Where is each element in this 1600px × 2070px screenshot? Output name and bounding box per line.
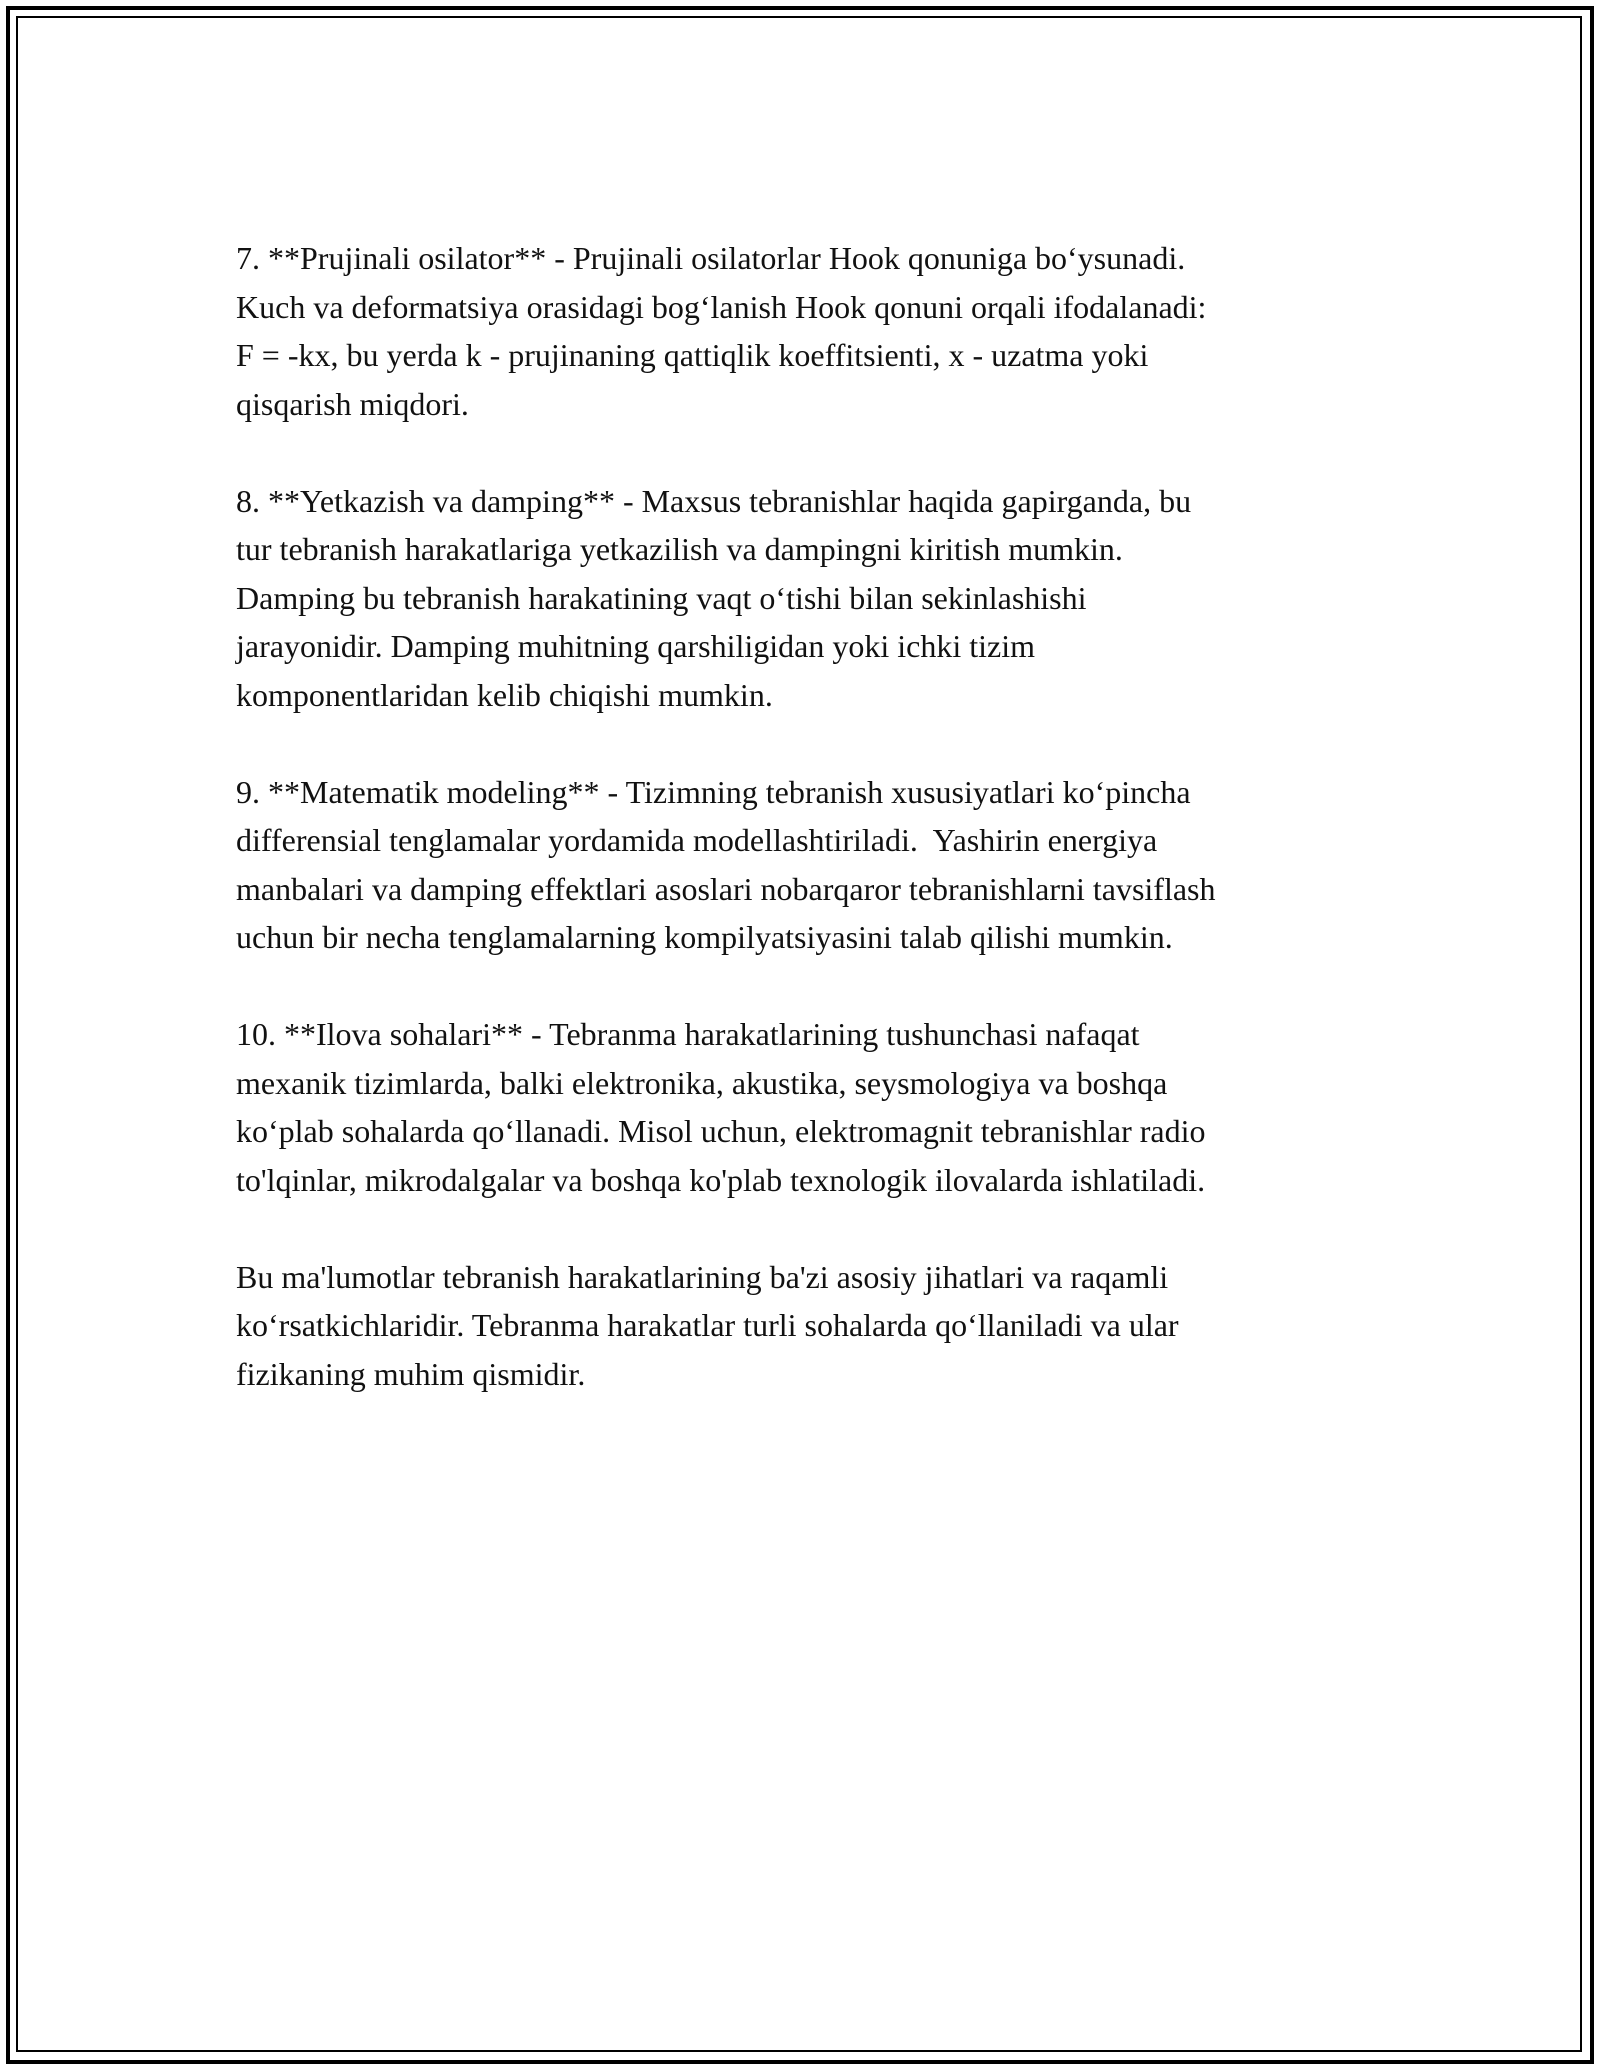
paragraph-conclusion (236, 1253, 1386, 1399)
paragraph-yetkazish-damping (236, 477, 1386, 720)
text-line: tur tebranish harakatlariga yetkazilish va dampingni kiritish mumkin. (236, 531, 1123, 567)
text-line: manbalari va damping effektlari asoslari nobarqaror tebranishlarni tavsiflash (236, 870, 1216, 907)
text-line: qisqarish miqdori. (236, 385, 469, 422)
text-line: fizikaning muhim qismidir. (236, 1355, 586, 1392)
text-line: 8. **Yetkazish va damping** - Maxsus tebranishlar haqida gapirganda, bu (236, 482, 1192, 519)
paragraph-matematik-modeling (236, 768, 1386, 962)
text-line: komponentlaridan kelib chiqishi mumkin. (236, 676, 773, 713)
document-body (236, 234, 1386, 1447)
text-line: jarayonidir. Damping muhitning qarshiligidan yoki ichki tizim (236, 628, 1035, 664)
text-line: differensial tenglamalar yordamida modellashtiriladi. Yashirin energiya (236, 822, 1158, 858)
text-line: F = -kx, bu yerda k - prujinaning qattiqlik koeffitsienti, x - uzatma yoki (236, 337, 1149, 373)
paragraph-ilova-sohalari (236, 1010, 1386, 1204)
text-line: ko‘rsatkichlaridir. Tebranma harakatlar turli sohalarda qo‘llaniladi va ular (236, 1307, 1179, 1343)
text-line: 10. **Ilova sohalari** - Tebranma harakatlarining tushunchasi nafaqat (236, 1016, 1140, 1052)
text-line: Kuch va deformatsiya orasidagi bog‘lanish Hook qonuni orqali ifodalanadi: (236, 288, 1207, 325)
text-line: Damping bu tebranish harakatining vaqt o‘tishi bilan sekinlashishi (236, 579, 1087, 616)
text-line: uchun bir necha tenglamalarning kompilyatsiyasini talab qilishi mumkin. (236, 919, 1173, 955)
text-line: ko‘plab sohalarda qo‘llanadi. Misol uchun, elektromagnit tebranishlar radio (236, 1113, 1206, 1149)
text-line: 7. **Prujinali osilator** - Prujinali osilatorlar Hook qonuniga bo‘ysunadi. (236, 240, 1186, 276)
text-line: Bu ma'lumotlar tebranish harakatlarining ba'zi asosiy jihatlari va raqamli (236, 1258, 1169, 1295)
paragraph-prujinali-osilator (236, 234, 1386, 428)
text-line: to'lqinlar, mikrodalgalar va boshqa ko'plab texnologik ilovalarda ishlatiladi. (236, 1161, 1206, 1198)
text-line: 9. **Matematik modeling** - Tizimning tebranish xususiyatlari ko‘pincha (236, 773, 1191, 810)
text-line: mexanik tizimlarda, balki elektronika, akustika, seysmologiya va boshqa (236, 1064, 1168, 1101)
